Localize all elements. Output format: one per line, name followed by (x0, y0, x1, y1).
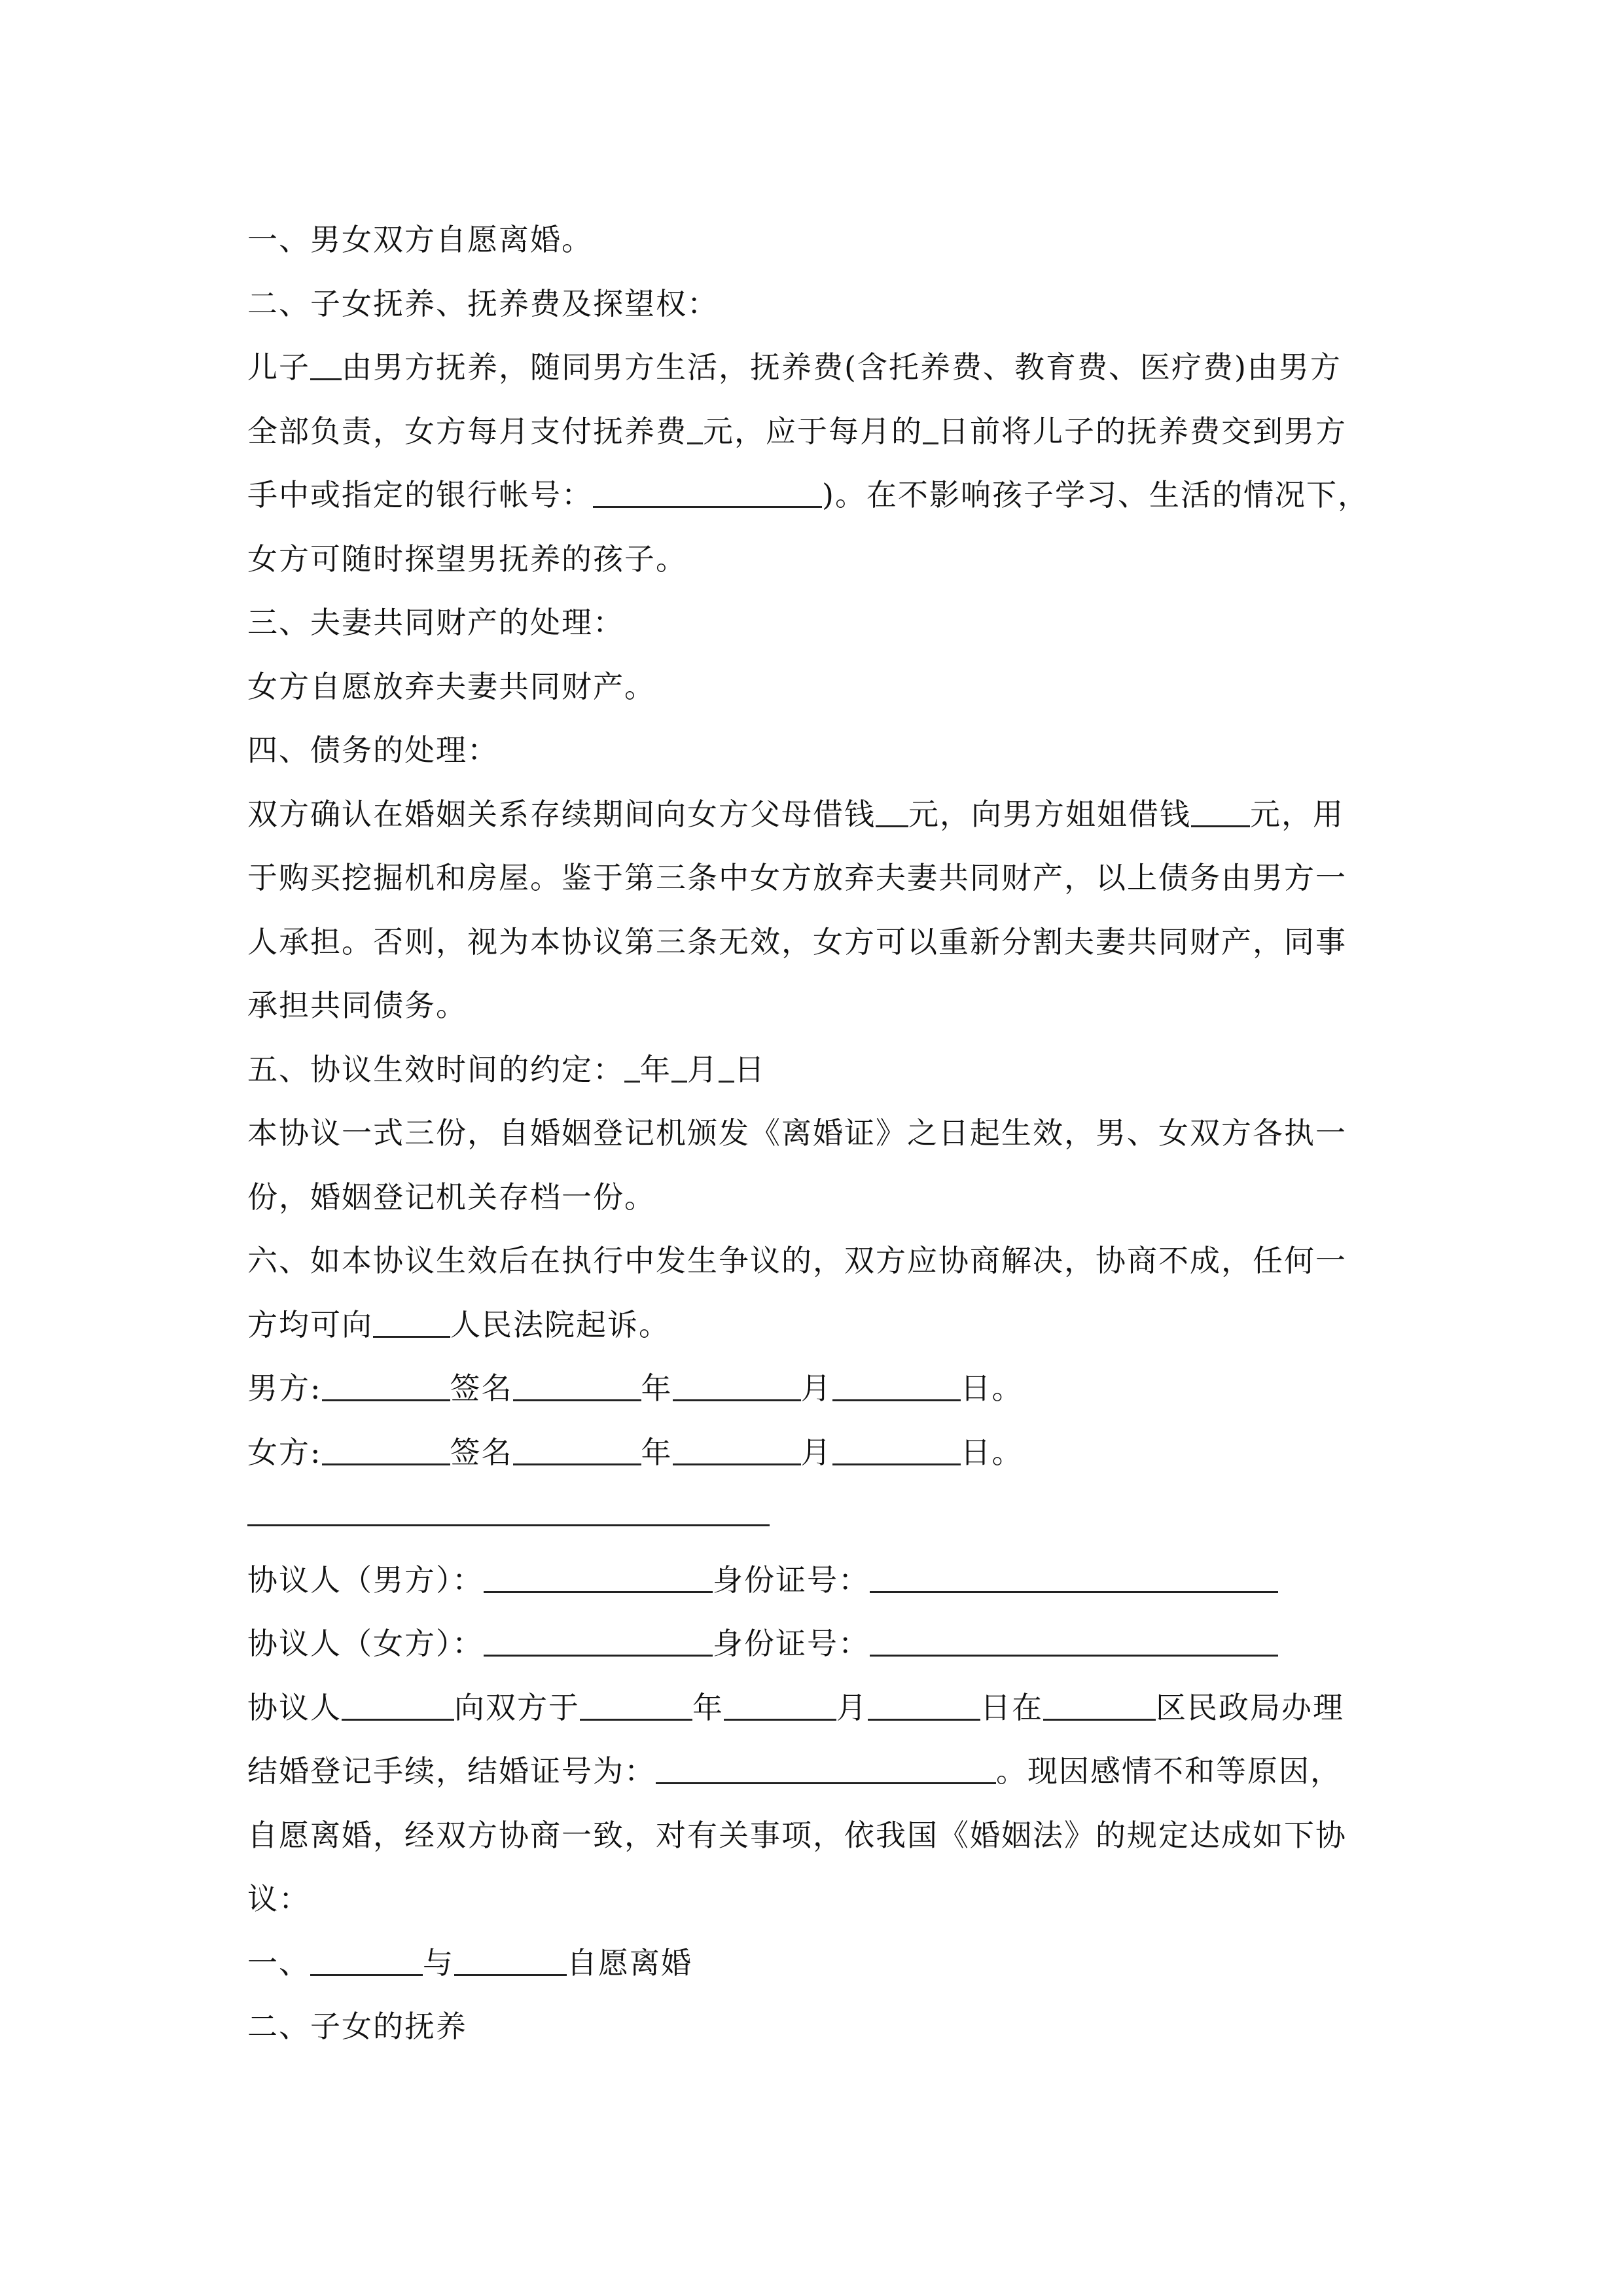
clause-2-line (247, 1995, 1399, 2059)
section-2-line-1 (247, 336, 1399, 400)
blank-field (671, 1052, 687, 1083)
text: 一、 (247, 1945, 310, 1981)
blank-field (870, 1626, 1278, 1657)
text: 全部负责，女方每月支付抚养费 (247, 413, 687, 449)
text: 男方: (247, 1371, 322, 1406)
text: 月 (800, 1371, 832, 1406)
blank-field (687, 414, 703, 444)
text: 人民法院起诉。 (450, 1306, 670, 1342)
blank-field (310, 1945, 423, 1976)
text: 身份证号： (713, 1626, 870, 1661)
text: 签名 (450, 1434, 513, 1470)
blank-field (719, 1052, 734, 1083)
text: 于购买挖掘机和房屋。鉴于第三条中女方放弃夫妻共同财产，以上债务由男方一 (247, 860, 1347, 895)
text: 人承担。否则，视为本协议第三条无效，女方可以重新分割夫妻共同财产，同事 (247, 924, 1347, 960)
section-2-line-2 (247, 400, 1399, 464)
blank-field (923, 414, 938, 444)
text: 女方可随时探望男抚养的孩子。 (247, 541, 687, 577)
female-signature-line (247, 1421, 1399, 1485)
text: 二、子女的抚养 (247, 2009, 467, 2044)
text: 四、债务的处理： (247, 732, 499, 768)
text: 方均可向 (247, 1306, 373, 1342)
separator-line (247, 1484, 1399, 1549)
blank-field (1191, 797, 1250, 827)
section-6-line-1 (247, 1229, 1399, 1293)
text: 日在 (980, 1689, 1043, 1725)
section-4-line-1 (247, 783, 1399, 847)
blank-field (673, 1371, 801, 1401)
blank-field (1043, 1690, 1156, 1721)
section-5-line-1 (247, 1102, 1399, 1166)
text: 月 (687, 1051, 719, 1087)
blank-field (310, 350, 342, 380)
text: 三、夫妻共同财产的处理： (247, 605, 624, 640)
text: 女方: (247, 1434, 322, 1470)
blank-field (322, 1435, 450, 1465)
section-4-line-4 (247, 974, 1399, 1038)
text: 月 (800, 1434, 832, 1470)
text: 手中或指定的银行帐号： (247, 477, 593, 512)
text: 身份证号： (713, 1562, 870, 1598)
text: 儿子 (247, 350, 310, 385)
blank-field (484, 1626, 713, 1657)
text: 本协议一式三份，自婚姻登记机颁发《离婚证》之日起生效，男、女双方各执一 (247, 1115, 1347, 1151)
blank-field (624, 1052, 640, 1083)
text: 自愿离婚 (567, 1945, 692, 1981)
text: 协议人 (247, 1689, 342, 1725)
text: 结婚登记手续，结婚证号为： (247, 1753, 656, 1789)
text: 承担共同债务。 (247, 988, 467, 1023)
blank-field (513, 1371, 641, 1401)
section-4-line-3 (247, 910, 1399, 975)
text: 。现因感情不和等原因， (996, 1753, 1342, 1789)
text: 日前将儿子的抚养费交到男方 (938, 413, 1347, 449)
text: 二、子女抚养、抚养费及探望权： (247, 285, 719, 321)
text: 协议人（女方）： (247, 1626, 484, 1661)
blank-field (454, 1945, 567, 1976)
section-5-line-2 (247, 1166, 1399, 1230)
section-3-title (247, 591, 1399, 655)
section-4-title (247, 719, 1399, 783)
text: 日。 (960, 1371, 1024, 1406)
text: 年 (641, 1434, 673, 1470)
party-female-line (247, 1612, 1399, 1676)
clause-1-line (247, 1931, 1399, 1996)
blank-field (322, 1371, 450, 1401)
blank-field (580, 1690, 692, 1721)
preamble-line-4 (247, 1867, 1399, 1931)
male-signature-line (247, 1357, 1399, 1421)
text: 由男方抚养，随同男方生活，抚养费(含托养费、教育费、医疗费)由男方 (342, 350, 1342, 385)
blank-field (342, 1690, 454, 1721)
text: 年 (692, 1689, 724, 1725)
text: )。在不影响孩子学习、生活的情况下， (822, 477, 1369, 512)
text: 与 (423, 1945, 454, 1981)
divider (247, 1490, 770, 1526)
section-5-title (247, 1038, 1399, 1102)
agreement-body (247, 208, 1399, 2059)
text: 区民政局办理 (1156, 1689, 1344, 1725)
text: 女方自愿放弃夫妻共同财产。 (247, 668, 656, 704)
text: 元，向男方姐姐借钱 (908, 796, 1191, 832)
blank-field (868, 1690, 980, 1721)
text: 日 (734, 1051, 766, 1087)
text: 元，应于每月的 (703, 413, 923, 449)
section-2-line-4 (247, 528, 1399, 592)
text: 自愿离婚，经双方协商一致，对有关事项，依我国《婚姻法》的规定达成如下协 (247, 1817, 1347, 1853)
blank-field (832, 1371, 961, 1401)
blank-field (373, 1307, 450, 1338)
section-2-title (247, 272, 1399, 336)
section-2-line-3 (247, 463, 1399, 528)
text: 六、如本协议生效后在执行中发生争议的，双方应协商解决，协商不成，任何一 (247, 1243, 1347, 1278)
preamble-line-2 (247, 1740, 1399, 1804)
text: 五、协议生效时间的约定： (247, 1051, 624, 1087)
party-male-line (247, 1549, 1399, 1613)
section-1-title (247, 208, 1399, 272)
text: 份，婚姻登记机关存档一份。 (247, 1179, 656, 1215)
blank-field (656, 1753, 996, 1784)
section-4-line-2 (247, 846, 1399, 910)
text: 一、男女双方自愿离婚。 (247, 222, 593, 257)
text: 向双方于 (454, 1689, 580, 1725)
blank-field (484, 1562, 713, 1593)
preamble-line-3 (247, 1804, 1399, 1868)
text: 月 (836, 1689, 868, 1725)
text: 协议人（男方）： (247, 1562, 484, 1598)
preamble-line-1 (247, 1676, 1399, 1740)
blank-field (870, 1562, 1278, 1593)
text: 签名 (450, 1371, 513, 1406)
text: 元，用 (1250, 796, 1344, 832)
blank-field (673, 1435, 801, 1465)
blank-field (724, 1690, 836, 1721)
text: 议： (247, 1881, 310, 1916)
blank-field (876, 797, 908, 827)
section-3-text (247, 655, 1399, 719)
text: 年 (640, 1051, 671, 1087)
section-6-line-2 (247, 1293, 1399, 1357)
text: 年 (641, 1371, 673, 1406)
text: 日。 (960, 1434, 1024, 1470)
blank-field (832, 1435, 961, 1465)
blank-field (593, 477, 822, 508)
text: 双方确认在婚姻关系存续期间向女方父母借钱 (247, 796, 876, 832)
blank-field (513, 1435, 641, 1465)
